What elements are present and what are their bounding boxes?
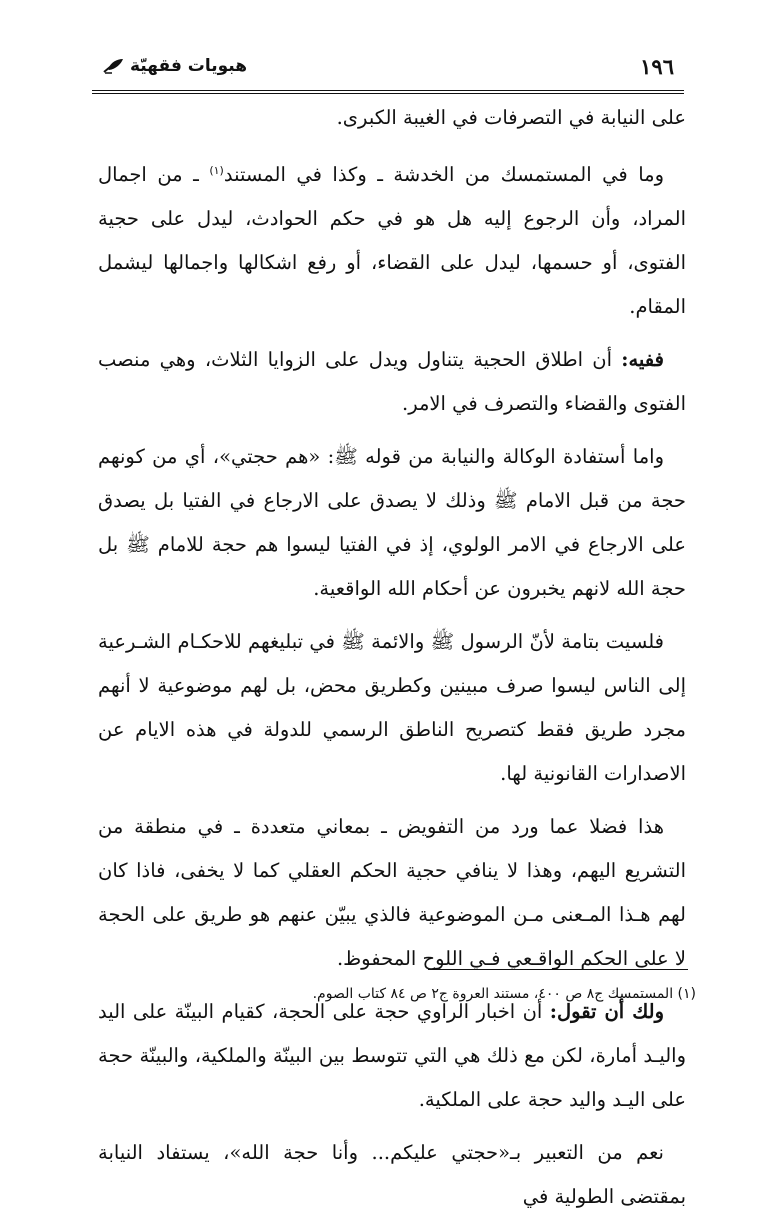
footnote: (١) المستمسك ج٨ ص ٤٠٠، مستند العروة ج٢ ص ٨٤ كتاب الصوم. bbox=[312, 986, 696, 1002]
paragraph-text: أن اخبار الراوي حجة على الحجة، كقيام البينّة على اليد واليـد أمارة، لكن مع ذلك هي التي تتوسط بين البينّة والملكية، والبينّة حجة على اليـد واليد حجة على الملكية. bbox=[98, 1000, 686, 1111]
paragraph bbox=[98, 805, 686, 981]
paragraph bbox=[98, 96, 686, 140]
paragraph-text: فلسيت بتامة لأنّ الرسول ﷺ والائمة ﷺ في تبليغهم للاحكـام الشـرعية إلى الناس ليسوا صرف مبينين وكطريق محض، بل لهم موضوعية لا أنهم مجرد طريق فقط كتصريح الناطق الرسمي للدولة في هذه الايام عن الاصدارات القانونية لها. bbox=[98, 630, 686, 785]
running-title: هبويات فقهيّة bbox=[130, 56, 247, 76]
paragraph-text: واما أستفادة الوكالة والنيابة من قوله ﷺ: «هم حجتي»، أي من كونهم حجة من قبل الامام ﷺ وذلك لا يصدق على الارجاع في الفتيا بل يصدق على الارجاع في الامر الولوي، إذ في الفتيا ليسوا هم حجة للامام ﷺ بل حجة الله لانهم يخبرون عن أحكام الله الواقعية. bbox=[98, 445, 686, 600]
paragraph-text: أن اطلاق الحجية يتناول ويدل على الزوايا الثلاث، وهي منصب الفتوى والقضاء والتصرف في الامر. bbox=[98, 348, 686, 415]
running-title-group bbox=[102, 56, 247, 76]
footnote-marker: (١) bbox=[209, 164, 224, 177]
footnote-divider bbox=[428, 969, 688, 970]
paragraph bbox=[98, 149, 686, 329]
paragraph-text: على النيابة في التصرفات في الغيبة الكبرى. bbox=[336, 106, 686, 129]
page-header bbox=[92, 44, 684, 94]
paragraph-lead: ولك أن تقول: bbox=[549, 1000, 664, 1023]
paragraph-text-cont: ـ من اجمال المراد، وأن الرجوع إليه هل هو في حكم الحوادث، ليدل على حجية الفتوى، أو حسمها، ليدل على القضاء، أو رفع اشكالها واجمالها ليشمل المقام. bbox=[98, 163, 686, 318]
paragraph-text: هذا فضلا عما ورد من التفويض ـ بمعاني متعددة ـ في منطقة من التشريع اليهم، وهذا لا ينافي حجية الحكم العقلي كما لا يخفى، فاذا كان لهم هـذا المـعنى مـن الموضوعية فالذي يبيّن عنهم هو طريق على الحجة لا على الحكم الواقـعي فـي اللوح المحفوظ. bbox=[98, 815, 686, 970]
paragraph bbox=[98, 990, 686, 1122]
paragraph-text: نعم من التعبير بـ«حجتي عليكم... وأنا حجة الله»، يستفاد النيابة بمقتضى الطولية في bbox=[98, 1141, 686, 1208]
feather-pen-icon bbox=[102, 58, 124, 74]
paragraph bbox=[98, 1131, 686, 1219]
paragraph bbox=[98, 338, 686, 426]
paragraph bbox=[98, 620, 686, 796]
paragraph bbox=[98, 435, 686, 611]
main-text bbox=[98, 96, 686, 1228]
paragraph-text: وما في المستمسك من الخدشة ـ وكذا في المستند bbox=[223, 163, 665, 186]
page-number: ١٩٦ bbox=[640, 54, 674, 79]
paragraph-lead: ففيه: bbox=[621, 348, 664, 371]
